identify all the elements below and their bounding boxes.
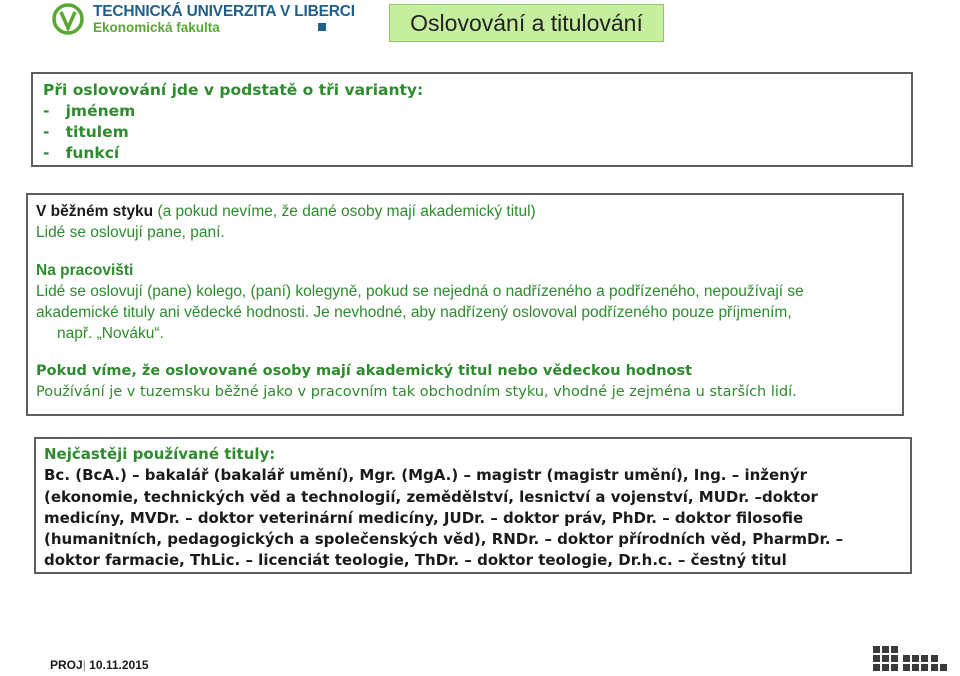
titles-box — [34, 437, 912, 574]
grid-squares-icon — [871, 644, 951, 674]
titles-line: (humanitních, pedagogických a společenských věd), RNDr. – doktor přírodních věd, PharmDr. – — [44, 530, 844, 549]
common-context-note: (a pokud nevíme, že dané osoby mají akademický titul) — [153, 203, 536, 220]
titles-heading: Nejčastěji používané tituly: — [44, 445, 276, 463]
variants-intro: Při oslovování jde v podstatě o tři varianty: — [43, 81, 424, 99]
titled-persons-heading: Pokud víme, že oslovované osoby mají akademický titul nebo vědeckou hodnost — [36, 363, 693, 379]
logo-square-icon — [318, 23, 326, 31]
titles-line: (ekonomie, technických věd a technologií, zemědělství, lesnictví a vojenství, MUDr. –doktor — [44, 487, 818, 506]
variant-item: - titulem — [43, 123, 129, 141]
variants-box — [31, 72, 913, 167]
university-logo — [52, 3, 355, 37]
slide-footer — [50, 658, 149, 672]
contexts-box — [26, 193, 904, 416]
workplace-heading: Na pracovišti — [36, 262, 134, 279]
workplace-text-line: akademické tituly ani vědecké hodnosti. Je nevhodné, aby nadřízený oslovoval podřízeného pouze příjmením, — [36, 304, 792, 321]
common-context-heading: V běžném styku — [36, 203, 154, 220]
variant-item: - funkcí — [43, 144, 120, 162]
titles-line: Bc. (BcA.) – bakalář (bakalář umění), Mgr. (MgA.) – magistr (magistr umění), Ing. – inženýr — [44, 466, 808, 485]
workplace-text-line: např. „Nováku“. — [57, 325, 164, 342]
footer-separator: | — [82, 658, 86, 672]
footer-date: 10.11.2015 — [85, 658, 149, 672]
titled-persons-text: Používání je v tuzemsku běžné jako v pracovním tak obchodním styku, vhodné je zejména u starších lidí. — [36, 384, 797, 400]
variant-item: - jménem — [43, 102, 136, 120]
tul-logo-icon — [52, 3, 84, 35]
titles-line: medicíny, MVDr. – doktor veterinární medicíny, JUDr. – doktor práv, PhDr. – doktor filosofie — [44, 508, 804, 527]
workplace-text-line: Lidé se oslovují (pane) kolego, (paní) kolegyně, pokud se nejedná o nadřízeného a podřízeného, nepoužívají se — [36, 283, 804, 300]
common-context-text: Lidé se oslovují pane, paní. — [36, 224, 225, 241]
slide-title: Oslovování a titulování — [389, 4, 664, 42]
titles-line: doktor farmacie, ThLic. – licenciát teologie, ThDr. – doktor teologie, Dr.h.c. – čestný titul — [44, 551, 787, 570]
logo-university-name: TECHNICKÁ UNIVERZITA V LIBERCI — [93, 3, 355, 20]
footer-course: PROJ — [50, 658, 83, 672]
logo-faculty-name: Ekonomická fakulta — [93, 20, 220, 35]
common-context-line — [36, 201, 894, 222]
